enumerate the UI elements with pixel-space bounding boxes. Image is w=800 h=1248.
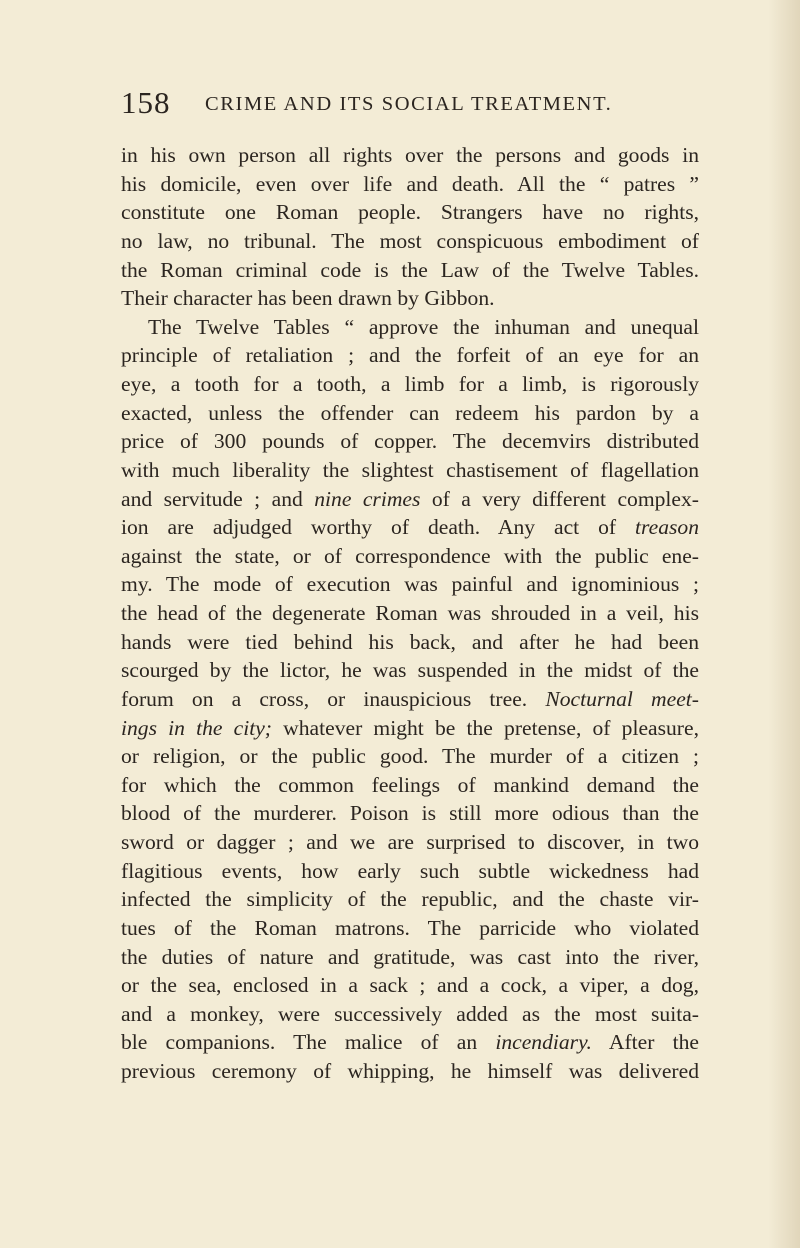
page-number: 158: [121, 85, 171, 120]
text-line: [121, 313, 699, 342]
italic-text: nine crimes: [314, 486, 421, 511]
text-line: [121, 1028, 699, 1057]
text-segment: ble companions. The malice of an: [121, 1030, 496, 1055]
text-line: [121, 971, 699, 1000]
text-segment: with much liberality the slightest chastisement of flagellation: [121, 457, 699, 482]
text-segment: and a monkey, were successively added as the most suita-: [121, 1001, 699, 1026]
text-line: [121, 656, 699, 685]
italic-text: Nocturnal meet-: [545, 686, 699, 711]
text-line: [121, 198, 699, 227]
text-segment: Their character has been drawn by Gibbon.: [121, 286, 495, 311]
text-line: [121, 742, 699, 771]
text-segment: the head of the degenerate Roman was shrouded in a veil, his: [121, 601, 699, 625]
text-line: [121, 399, 699, 428]
text-line: [121, 885, 699, 914]
text-segment: principle of retaliation ; and the forfeit of an eye for an: [121, 343, 699, 368]
text-line: [121, 799, 699, 828]
text-line: [121, 141, 699, 170]
text-segment: blood of the murderer. Poison is still more odious than the: [121, 801, 699, 826]
text-line: [121, 227, 699, 256]
text-line: [121, 456, 699, 485]
text-segment: eye, a tooth for a tooth, a limb for a limb, is rigorously: [121, 372, 699, 396]
text-line: [121, 370, 699, 399]
text-line: [121, 857, 699, 886]
text-segment: tues of the Roman matrons. The parricide who violated: [121, 915, 699, 940]
text-segment: infected the simplicity of the republic, and the chaste vir-: [121, 887, 699, 912]
text-line: [121, 513, 699, 542]
text-line: [121, 485, 699, 514]
text-segment: constitute one Roman people. Strangers have no rights,: [121, 200, 699, 225]
text-line: [121, 256, 699, 285]
text-line: [121, 570, 699, 599]
italic-text: ings in the city;: [121, 715, 272, 740]
italic-text: treason: [635, 515, 699, 540]
text-segment: the Roman criminal code is the Law of the Twelve Tables.: [121, 257, 699, 282]
text-line: [121, 599, 699, 628]
text-segment: price of 300 pounds of copper. The decemvirs distributed: [121, 429, 699, 454]
text-line: [121, 943, 699, 972]
running-head: CRIME AND ITS SOCIAL TREATMENT.: [205, 93, 613, 115]
text-segment: or the sea, enclosed in a sack ; and a cock, a viper, a dog,: [121, 973, 699, 998]
text-line: [121, 828, 699, 857]
body-text: [121, 141, 699, 1086]
text-segment: The Twelve Tables “ approve the inhuman and unequal: [148, 314, 699, 339]
text-segment: his domicile, even over life and death. All the “ patres ”: [121, 171, 699, 196]
text-segment: whatever might be the pretense, of pleasure,: [271, 715, 699, 740]
text-segment: and servitude ; and: [121, 486, 315, 511]
page-header: [121, 86, 681, 120]
text-segment: for which the common feelings of mankind demand the: [121, 772, 699, 797]
text-line: [121, 1057, 699, 1086]
text-segment: flagitious events, how early such subtle wickedness had: [121, 858, 699, 883]
text-segment: hands were tied behind his back, and after he had been: [121, 629, 699, 654]
text-segment: sword or dagger ; and we are surprised to discover, in two: [121, 830, 699, 854]
text-line: [121, 341, 699, 370]
text-line: [121, 284, 699, 313]
text-line: [121, 170, 699, 199]
text-segment: previous ceremony of whipping, he himself was delivered: [121, 1059, 699, 1083]
text-line: [121, 714, 699, 743]
text-line: [121, 685, 699, 714]
text-segment: my. The mode of execution was painful and ignominious ;: [121, 572, 699, 597]
text-segment: no law, no tribunal. The most conspicuous embodiment of: [121, 228, 699, 253]
text-segment: in his own person all rights over the persons and goods in: [121, 143, 699, 167]
text-line: [121, 542, 699, 571]
text-segment: ion are adjudged worthy of death. Any act of: [121, 515, 636, 540]
text-segment: scourged by the lictor, he was suspended in the midst of the: [121, 658, 699, 683]
text-segment: exacted, unless the offender can redeem his pardon by a: [121, 400, 699, 425]
text-line: [121, 628, 699, 657]
text-line: [121, 1000, 699, 1029]
text-segment: of a very different complex-: [420, 486, 699, 511]
text-segment: or religion, or the public good. The murder of a citizen ;: [121, 744, 699, 769]
text-segment: the duties of nature and gratitude, was cast into the river,: [121, 944, 699, 969]
text-line: [121, 914, 699, 943]
text-segment: After the: [591, 1030, 700, 1055]
text-segment: forum on a cross, or inauspicious tree.: [121, 686, 546, 711]
text-line: [121, 771, 699, 800]
text-line: [121, 427, 699, 456]
italic-text: incendiary.: [495, 1030, 592, 1055]
text-segment: against the state, or of correspondence with the public ene-: [121, 543, 699, 568]
